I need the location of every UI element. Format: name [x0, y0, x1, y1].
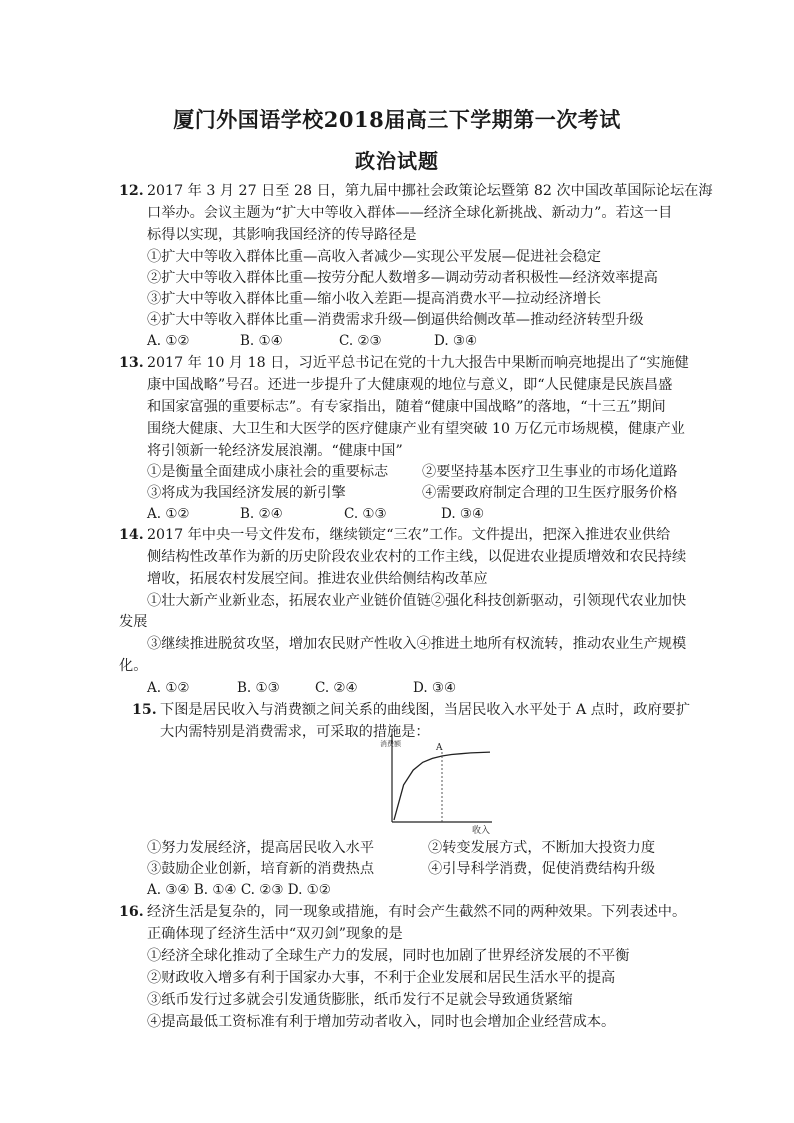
question-text-line: 经济生活是复杂的，同一现象或措施，有时会产生截然不同的两种效果。下列表述中。 [147, 904, 687, 920]
question-text-line: 将引领新一轮经济发展浪潮。“健康中国” [147, 443, 403, 459]
choice-item-continued: 发展 [119, 614, 148, 630]
question-text-line: 大内需特别是消费需求，可采取的措施是： [160, 724, 430, 740]
choice-item: ④引导科学消费，促使消费结构升级 [428, 861, 656, 877]
choice-item: ②转变发展方式，不断加大投资力度 [428, 840, 656, 856]
option-a: A. ①② [147, 333, 190, 349]
question-text-line: 口举办。会议主题为“扩大中等收入群体——经济全球化新挑战、新动力”。若这一目 [147, 205, 673, 221]
income-consumption-chart [372, 730, 504, 834]
choice-item: ①努力发展经济，提高居民收入水平 [147, 840, 375, 856]
question-number: 13. [119, 355, 144, 371]
choice-item: ④需要政府制定合理的卫生医疗服务价格 [422, 485, 678, 501]
x-axis-label: 收入 [472, 826, 491, 834]
question-text-line: 增收，拓展农村发展空间。推进农业供给侧结构改革应 [147, 571, 488, 587]
choice-item: ③继续推进脱贫攻坚，增加农民财产性收入④推进土地所有权流转，推动农业生产规模 [147, 636, 687, 652]
option-b: B. ②④ [240, 506, 283, 522]
option-a: A. ①② [147, 680, 190, 696]
choice-item: ①壮大新产业新业态，拓展农业产业链价值链②强化科技创新驱动，引领现代农业加快 [147, 593, 687, 609]
option-d: D. ③④ [434, 333, 478, 349]
option-d: D. ③④ [413, 680, 457, 696]
question-text-line: 2017 年中央一号文件发布，继续锁定“三农”工作。文件提出，把深入推进农业供给 [147, 527, 671, 543]
choice-item: ④提高最低工资标准有利于增加劳动者收入，同时也会增加企业经营成本。 [147, 1014, 616, 1030]
choice-item: ③扩大中等收入群体比重—缩小收入差距—提高消费水平—拉动经济增长 [147, 291, 602, 307]
choice-item: ②要坚持基本医疗卫生事业的市场化道路 [422, 464, 678, 480]
option-c: C. ①③ [344, 506, 387, 522]
question-text-line: 康中国战略”号召。还进一步提升了大健康观的地位与意义，即“人民健康是民族昌盛 [147, 377, 673, 393]
question-text-line: 2017 年 10 月 18 日，习近平总书记在党的十九大报告中果断而响亮地提出了“实施健 [147, 355, 689, 371]
choice-item: ②扩大中等收入群体比重—按劳分配人数增多—调动劳动者积极性—经济效率提高 [147, 270, 658, 286]
question-text-line: 下图是居民收入与消费额之间关系的曲线图，当居民收入水平处于 A 点时，政府要扩 [160, 702, 691, 718]
question-text-line: 正确体现了经济生活中“双刃剑”现象的是 [147, 926, 403, 942]
question-text-line: 侧结构性改革作为新的历史阶段农业农村的工作主线，以促进农业提质增效和农民持续 [147, 549, 687, 565]
choice-item: ③纸币发行过多就会引发通货膨胀，纸币发行不足就会导致通货紧缩 [147, 992, 573, 1008]
choice-item: ①是衡量全面建成小康社会的重要标志 [147, 464, 389, 480]
choice-item: ④扩大中等收入群体比重—消费需求升级—倒逼供给侧改革—推动经济转型升级 [147, 312, 644, 328]
choice-item: ③将成为我国经济发展的新引擎 [147, 485, 346, 501]
choice-item: ②财政收入增多有利于国家办大事，不利于企业发展和居民生活水平的提高 [147, 970, 616, 986]
option-b: B. ①③ [237, 680, 280, 696]
y-axis-label: 消费额 [380, 740, 401, 748]
question-number: 14. [119, 527, 144, 543]
question-text-line: 标得以实现，其影响我国经济的传导路径是 [147, 227, 417, 243]
choice-item-continued: 化。 [119, 658, 148, 674]
option-c: C. ②③ [339, 333, 382, 349]
question-number: 12. [119, 183, 144, 199]
choice-item: ①经济全球化推动了全球生产力的发展，同时也加剧了世界经济发展的不平衡 [147, 948, 630, 964]
point-a-label: A [436, 743, 443, 754]
choice-item: ①扩大中等收入群体比重—高收入者减少—实现公平发展—促进社会稳定 [147, 249, 602, 265]
exam-title: 厦门外国语学校2018届高三下学期第一次考试 [173, 107, 621, 132]
option-b: B. ①④ [240, 333, 283, 349]
question-text-line: 2017 年 3 月 27 日至 28 日，第九届中挪社会政策论坛暨第 82 次中国改革国际论坛在海 [147, 183, 713, 199]
choice-item: ③鼓励企业创新，培育新的消费热点 [147, 861, 375, 877]
option-c: C. ②④ [315, 680, 358, 696]
exam-subtitle: 政治试题 [355, 149, 439, 173]
options-line: A. ③④ B. ①④ C. ②③ D. ①② [147, 882, 331, 898]
option-d: D. ③④ [441, 506, 485, 522]
question-number: 15. [132, 702, 157, 718]
question-number: 16. [119, 904, 144, 920]
question-text-line: 围绕大健康、大卫生和大医学的医疗健康产业有望突破 10 万亿元市场规模，健康产业 [147, 421, 685, 437]
option-a: A. ①② [147, 506, 190, 522]
question-text-line: 和国家富强的重要标志”。有专家指出，随着“健康中国战略”的落地，“十三五”期间 [147, 399, 666, 415]
